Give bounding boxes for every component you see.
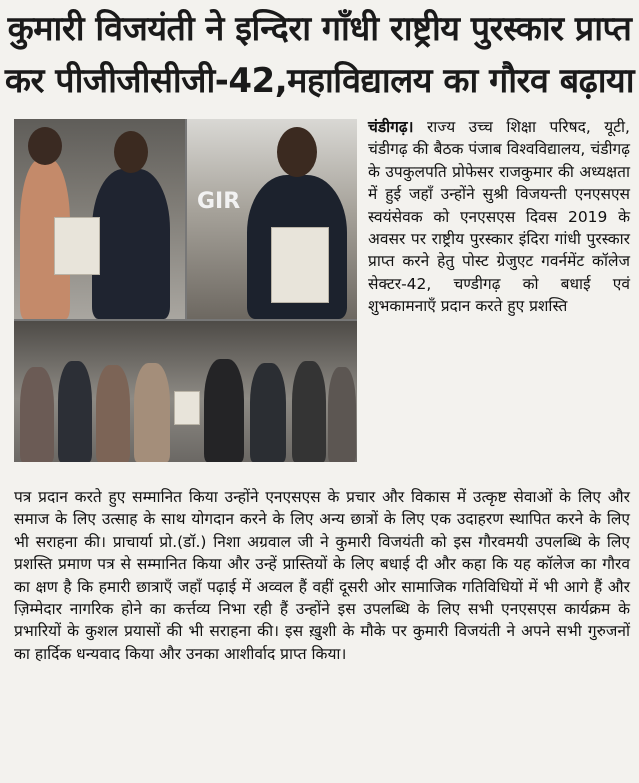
photo-award-ceremony-left — [14, 119, 185, 319]
photo-award-recipient — [187, 119, 357, 319]
article-column-text: राज्य उच्च शिक्षा परिषद, यूटी, चंडीगढ़ की बैठक पंजाब विश्वविद्यालय, चंडीगढ़ के उपकुलपति प्रोफेसर राजकुमार की अध्यक्षता में हुई जहाँ उन्होंने सुश्री विजयन्ती एनएसएस स्वयंसेवक को एनएसएस दिवस 2019 के अवसर पर राष्ट्रीय पुरस्कार इंदिरा गांधी पुरस्कार प्राप्त करने हेतु पोस्ट ग्रेजुएट गवर्नमेंट कॉलेज सेक्टर-42, चण्डीगढ़ को बधाई एवं शुभकामनाएँ प्रदान करते हुए प्रशस्ति — [368, 118, 630, 316]
headline-line-2: कर पीजीजीसीजी-42,महाविद्यालय का गौरव बढ़ाया — [4, 61, 635, 101]
headline-line-1: कुमारी विजयंती ने इन्दिरा गाँधी राष्ट्रीय पुरस्कार प्राप्त — [7, 9, 632, 49]
backdrop-text: GIR — [197, 189, 241, 214]
dateline: चंडीगढ़। — [368, 118, 414, 136]
photo-collage — [14, 119, 357, 462]
photo-group — [14, 321, 357, 462]
article-column — [368, 116, 630, 318]
article-body — [14, 486, 630, 665]
article-body-text: पत्र प्रदान करते हुए सम्मानित किया उन्होंने एनएसएस के प्रचार और विकास में उत्कृष्ट सेवाओं के लिए और समाज के लिए उत्साह के साथ योगदान करने के लिए अन्य छात्रों के लिए एक उदाहरण स्थापित करने के लिए भी सराहना की। प्राचार्या प्रो.(डॉ.) निशा अग्रवाल जी ने कुमारी विजयंती को इस गौरवमयी उपलब्धि के लिए प्रशस्ति प्रमाण पत्र से सम्मानित किया और उन्हें प्रास्तियों के लिए बधाई दी और कहा कि यह कॉलेज का गौरव का क्षण है कि हमारी छात्राएँ जहाँ पढ़ाई में अव्वल हैं वहीं दूसरी ओर सामाजिक गतिविधियों में भी आगे हैं और ज़िम्मेदार नागरिक होने का कर्त्तव्य निभा रही हैं उन्होंने इस उपलब्धि के लिए सभी एनएसएस कार्यक्रम के प्रभारियों के कुशल प्रयासों की भी सराहना की। इस ख़ुशी के मौके पर कुमारी विजयंती ने अपने सभी गुरुजनों का हार्दिक धन्यवाद किया और उनका आशीर्वाद प्राप्त किया। — [14, 488, 630, 663]
